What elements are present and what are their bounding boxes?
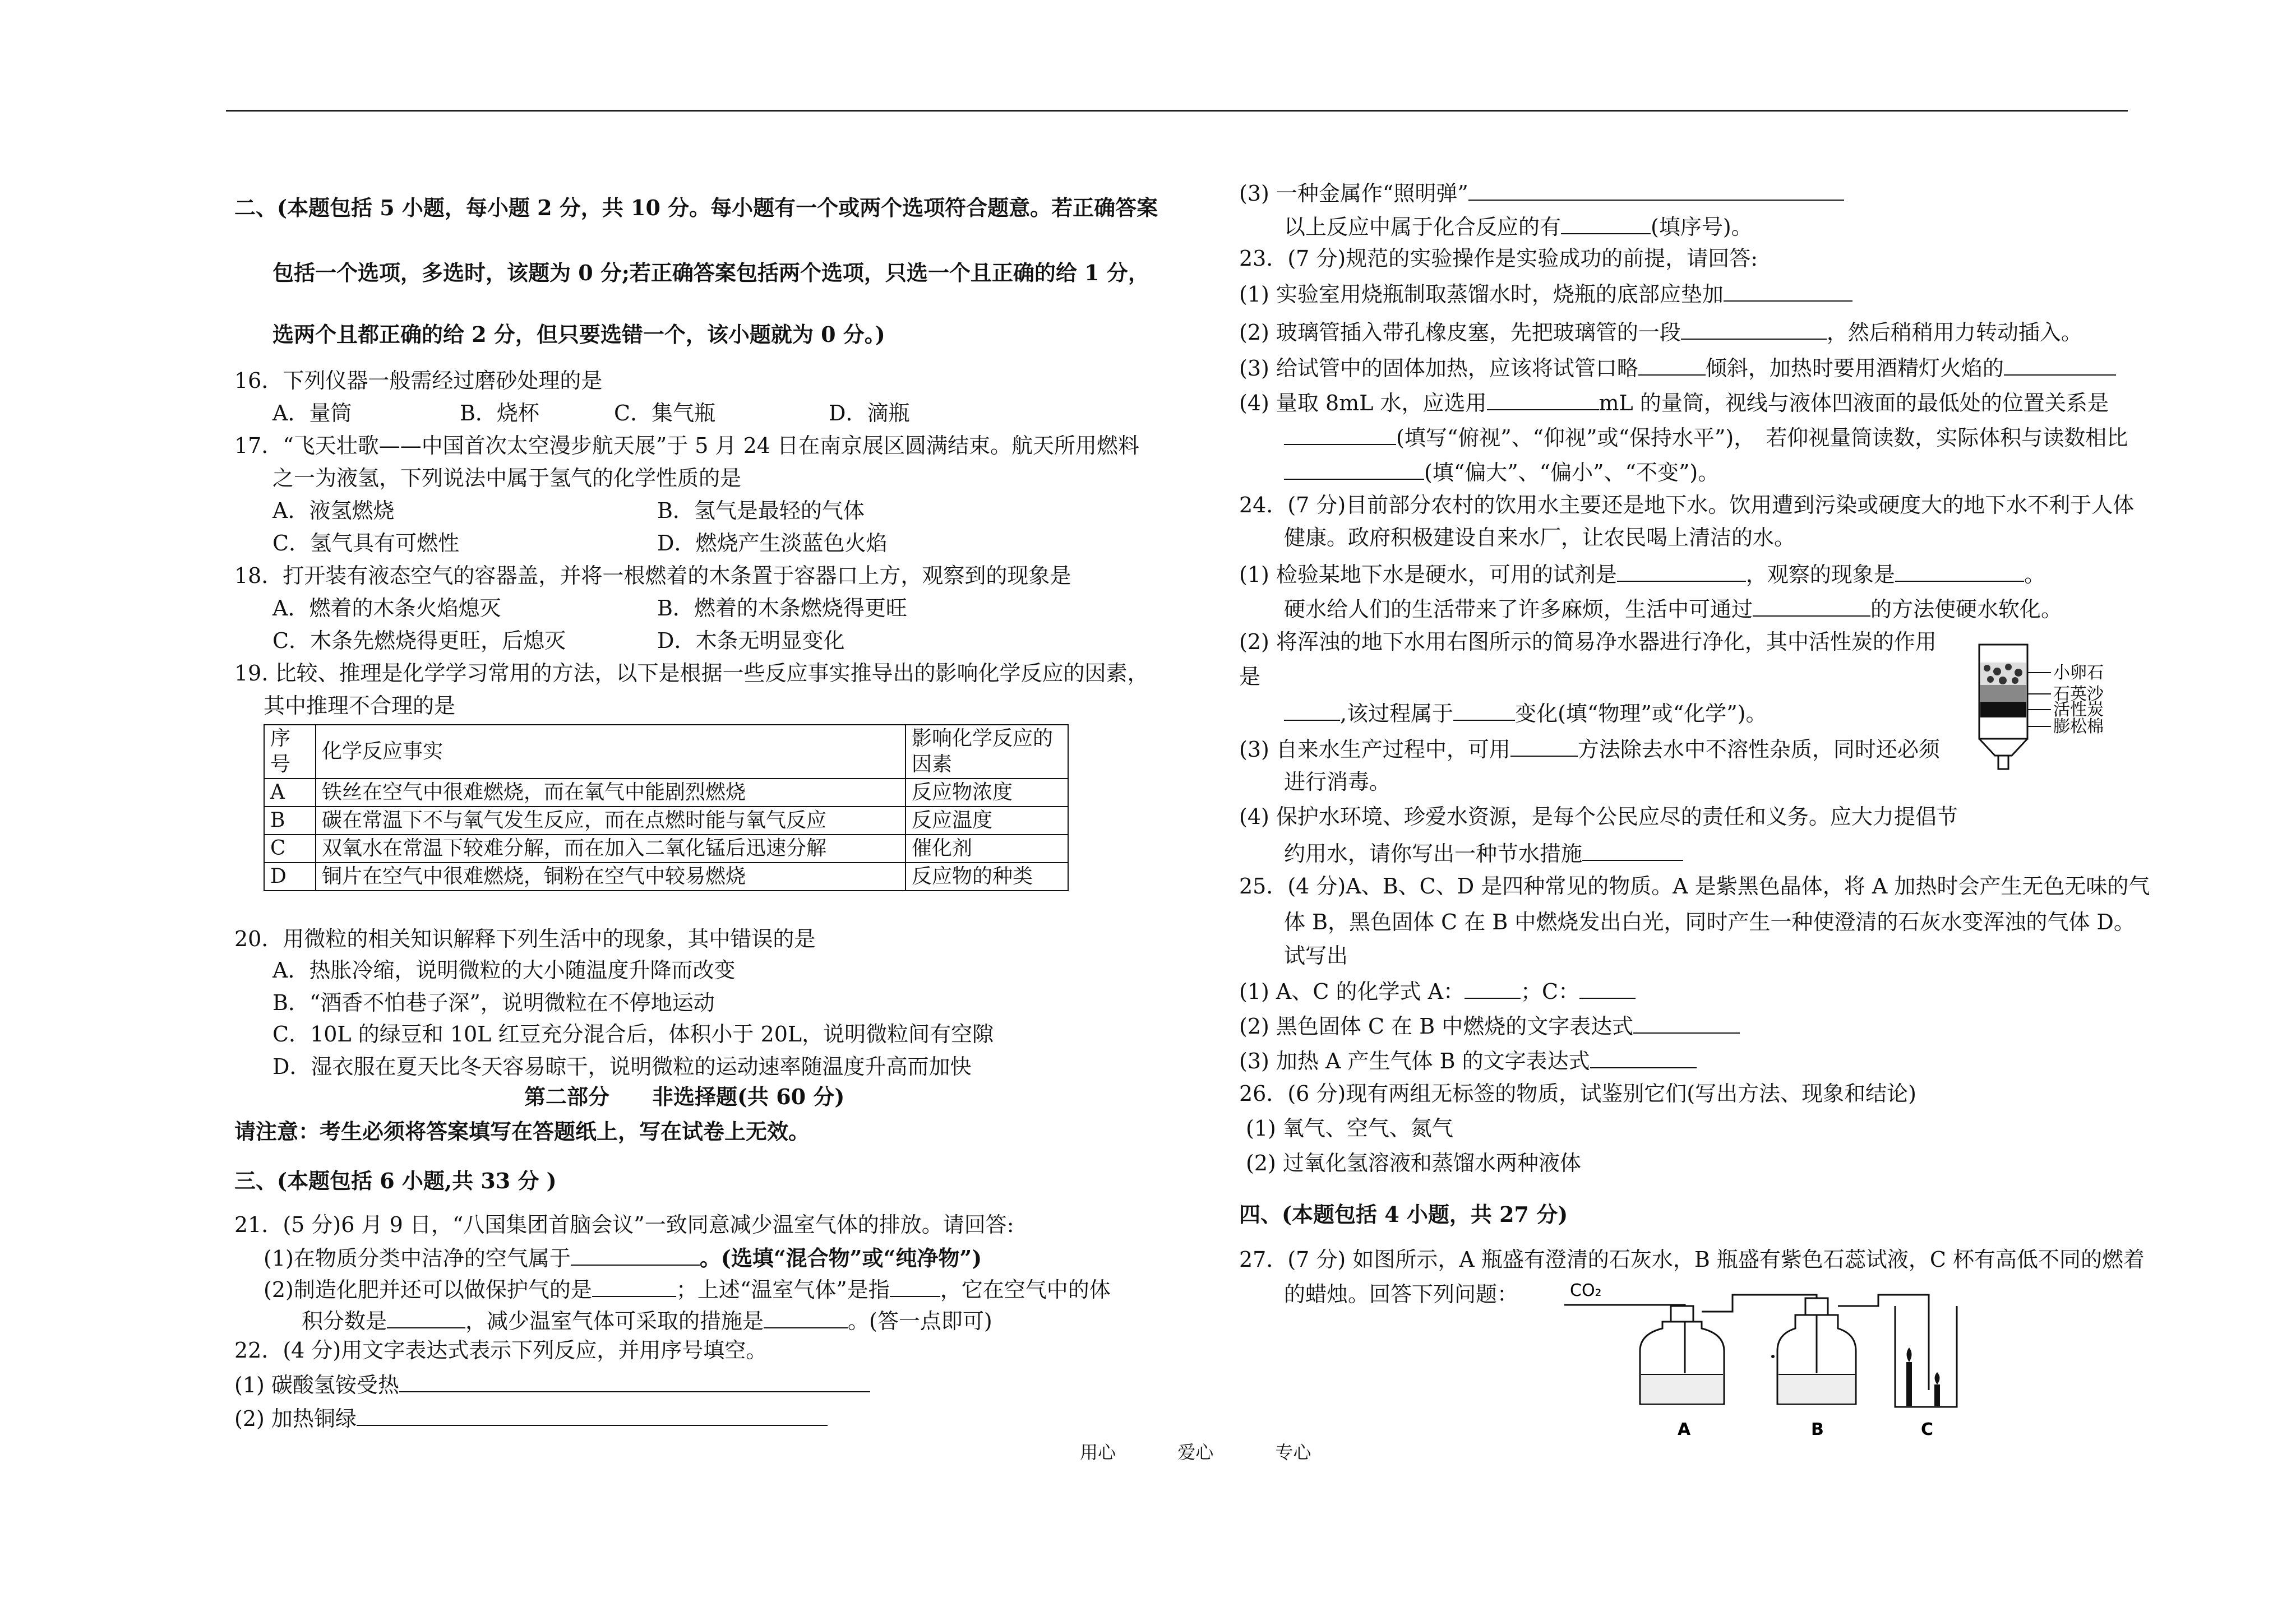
co2-label: CO₂	[1570, 1281, 1602, 1300]
q22-blank-1[interactable]	[399, 1372, 870, 1392]
q22-part2-text: (2) 加热铜绿	[234, 1406, 357, 1431]
q21-blank-2[interactable]	[592, 1277, 676, 1297]
q23-part1-text: (1) 实验室用烧瓶制取蒸馏水时，烧瓶的底部应垫加	[1239, 282, 1724, 307]
q24-part3	[1239, 737, 1940, 760]
q21-blank-1[interactable]	[571, 1245, 700, 1266]
q22-blank-2[interactable]	[357, 1406, 828, 1426]
q24-part2: (2) 将浑浊的地下水用右图所示的简易净水器进行净化，其中活性炭的作用	[1239, 629, 1937, 654]
q24-part1-line2	[1284, 596, 2062, 620]
q24-part4-line2	[1284, 841, 1683, 864]
question-20: 20．用微粒的相关知识解释下列生活中的现象，其中错误的是	[234, 927, 816, 951]
q24-part2-line3-text: ,该过程属于	[1340, 701, 1454, 726]
q22-part1	[234, 1372, 870, 1396]
question-25-line3: 试写出	[1284, 943, 1348, 968]
question-25-line1: 25．(4 分)A、B、C、D 是四种常见的物质。A 是紫黑色晶体，将 A 加热时会产生无色无味的气	[1239, 874, 2150, 899]
q18-option-c: C．木条先燃烧得更旺，后熄灭	[272, 628, 566, 653]
q24-part1-text: (1) 检验某地下水是硬水，可用的试剂是	[1239, 562, 1617, 587]
filter-funnel	[1979, 739, 2027, 756]
apparatus-figure	[1564, 1272, 1990, 1446]
q23-part3-text-b: 倾斜，加热时要用酒精灯火焰的	[1705, 356, 2004, 381]
q24-part1-text-b: ，观察的现象是	[1745, 562, 1895, 587]
q20-option-d: D．湿衣服在夏天比冬天容易晾干，说明微粒的运动速率随温度升高而加快	[272, 1054, 972, 1079]
q26-part1: (1) 氧气、空气、氮气	[1246, 1116, 1453, 1141]
header-seq-1: 序	[270, 727, 291, 750]
question-17-line1: 17．“飞天壮歌——中国首次太空漫步航天展”于 5 月 24 日在南京展区圆满结束。航天所用燃料	[234, 433, 1140, 458]
q16-option-d: D．滴瓶	[829, 401, 910, 425]
q24-part2-line2: 是	[1239, 664, 1261, 689]
q17-option-d: D．燃烧产生淡蓝色火焰	[657, 531, 888, 555]
row-factor: 催化剂	[906, 835, 1068, 863]
q23-part3	[1239, 355, 2116, 379]
q23-part2	[1239, 319, 2082, 343]
q24-part4-line2-text: 约用水，请你写出一种节水措施	[1284, 841, 1583, 866]
label-c: C	[1921, 1420, 1934, 1439]
q22-part2	[234, 1406, 828, 1429]
q17-option-a: A．液氢燃烧	[272, 498, 395, 523]
q24-part2-line3	[1284, 701, 1767, 724]
q24-part3-line2: 进行消毒。	[1284, 770, 1391, 794]
q24-blank-5[interactable]	[1453, 701, 1515, 721]
q23-blank-7[interactable]	[1284, 460, 1424, 480]
q24-blank-3[interactable]	[1753, 596, 1870, 617]
question-27-line2: 的蜡烛。回答下列问题：	[1284, 1282, 1519, 1307]
q17-option-c: C．氢气具有可燃性	[272, 531, 460, 555]
q20-option-a: A．热胀冷缩，说明微粒的大小随温度升降而改变	[272, 958, 736, 983]
question-16: 16．下列仪器一般需经过磨砂处理的是	[234, 368, 603, 393]
filter-label-cotton: 膨松棉	[2053, 717, 2104, 737]
filter-label-pebble: 小卵石	[2053, 663, 2104, 683]
q24-part1	[1239, 562, 2045, 585]
q21-part1-text: (1)在物质分类中洁净的空气属于	[264, 1246, 571, 1271]
row-factor: 反应温度	[906, 807, 1068, 835]
row-fact: 铜片在空气中很难燃烧，铜粉在空气中较易燃烧	[316, 863, 906, 891]
q21-part2-text-b: ；上述“温室气体”是指	[676, 1277, 890, 1302]
q24-part1-line2-text: 硬水给人们的生活带来了许多麻烦，生活中可通过	[1284, 597, 1753, 622]
q23-part4-text: (4) 量取 8mL 水，应选用	[1239, 391, 1487, 415]
section2-heading-line3: 选两个且都正确的给 2 分，但只要选错一个，该小题就为 0 分。)	[272, 322, 885, 347]
q23-blank-5[interactable]	[1487, 390, 1599, 410]
q23-part1	[1239, 281, 1852, 305]
row-seq: C	[264, 835, 316, 863]
q23-blank-6[interactable]	[1284, 425, 1396, 445]
section2-heading-line2: 包括一个选项，多选时，该题为 0 分;若正确答案包括两个选项，只选一个且正确的给 1 分，	[272, 260, 1149, 285]
q22-blank-4[interactable]	[1561, 214, 1651, 234]
q21-part3-text-b: ，减少温室气体可采取的措施是	[465, 1309, 764, 1333]
q24-blank-1[interactable]	[1617, 562, 1746, 582]
q24-blank-7[interactable]	[1582, 841, 1683, 861]
question-27-line1: 27．(7 分) 如图所示，A 瓶盛有澄清的石灰水，B 瓶盛有紫色石蕊试液，C 杯有高低不同的燃着	[1239, 1247, 2145, 1272]
row-fact: 铁丝在空气中很难燃烧，而在氧气中能剧烈燃烧	[316, 779, 906, 807]
pebble-layer	[1980, 663, 2026, 685]
cup-c	[1895, 1306, 1957, 1407]
q23-part4-text-b: mL 的量筒，视线与液体凹液面的最低处的位置关系是	[1599, 391, 2109, 415]
q26-part2: (2) 过氧化氢溶液和蒸馏水两种液体	[1246, 1151, 1581, 1175]
q24-blank-6[interactable]	[1510, 737, 1578, 757]
q25-part3-text: (3) 加热 A 产生气体 B 的文字表达式	[1239, 1049, 1590, 1073]
row-factor: 反应物浓度	[906, 779, 1068, 807]
q24-blank-2[interactable]	[1895, 562, 2024, 582]
footer-word-2: 爱心	[1177, 1442, 1214, 1463]
q18-option-b: B．燃着的木条燃烧得更旺	[657, 596, 907, 620]
q21-part3	[302, 1308, 992, 1332]
label-b: B	[1811, 1420, 1824, 1439]
filter-label-carbon: 活性炭	[2053, 700, 2104, 720]
q21-part1	[264, 1245, 982, 1269]
connector-ab	[1702, 1295, 1817, 1373]
filter-label-sand: 石英沙	[2053, 684, 2104, 704]
q21-part3-text-c: 。(答一点即可)	[848, 1309, 992, 1333]
table-row	[264, 863, 1068, 891]
q23-part3-text: (3) 给试管中的固体加热，应该将试管口略	[1239, 356, 1638, 381]
question-22: 22．(4 分)用文字表达式表示下列反应，并用序号填空。	[234, 1338, 768, 1363]
question-17-line2: 之一为液氢，下列说法中属于氢气的化学性质的是	[272, 466, 742, 490]
q21-part2	[264, 1277, 1111, 1300]
q25-blank-2[interactable]	[1579, 979, 1636, 999]
row-seq: D	[264, 863, 316, 891]
q23-part4-line3	[1284, 460, 1719, 483]
q22-part1-text: (1) 碳酸氢铵受热	[234, 1373, 399, 1397]
q21-blank-3[interactable]	[890, 1277, 940, 1297]
question-19-line1: 19. 比较、推理是化学学习常用的方法，以下是根据一些反应事实推导出的影响化学反应的因素，	[234, 661, 1149, 686]
filter-outlet	[1998, 756, 2008, 769]
water-filter-figure	[1962, 643, 2125, 789]
q22-summary-hint: (填序号)。	[1651, 215, 1753, 239]
q25-part1-text-b: ；C：	[1521, 979, 1580, 1004]
q23-part2-text: (2) 玻璃管插入带孔橡皮塞，先把玻璃管的一段	[1239, 320, 1681, 345]
q24-part2-line3-text-b: 变化(填“物理”或“化学”)。	[1515, 701, 1767, 726]
section3-heading: 三、(本题包括 6 小题,共 33 分 )	[234, 1168, 557, 1193]
row-seq: B	[264, 807, 316, 835]
q25-part1-text: (1) A、C 的化学式 A：	[1239, 979, 1465, 1004]
q23-blank-4[interactable]	[2004, 355, 2116, 376]
table-header-row	[264, 725, 1068, 779]
table-row	[264, 835, 1068, 863]
row-seq: A	[264, 779, 316, 807]
row-factor: 反应物的种类	[906, 863, 1068, 891]
footer-word-3: 专心	[1275, 1442, 1311, 1463]
q25-blank-4[interactable]	[1590, 1048, 1697, 1068]
q23-blank-1[interactable]	[1724, 281, 1852, 302]
q22-part3	[1239, 180, 1844, 204]
header-fact: 化学反应事实	[316, 725, 906, 779]
q24-part1-text-c: 。	[2024, 562, 2045, 587]
q17-option-b: B．氢气是最轻的气体	[657, 498, 865, 523]
q16-option-c: C．集气瓶	[614, 401, 716, 425]
q25-part2-text: (2) 黑色固体 C 在 B 中燃烧的文字表达式	[1239, 1014, 1634, 1039]
q23-part4-line2-text: (填写“俯视”、“仰视”或“保持水平”)， 若仰视量筒读数，实际体积与读数相比	[1396, 425, 2128, 450]
q22-summary-text: 以上反应中属于化合反应的有	[1284, 215, 1562, 239]
q21-blank-5[interactable]	[764, 1308, 848, 1328]
row-fact: 双氧水在常温下较难分解，而在加入二氧化锰后迅速分解	[316, 835, 906, 863]
q24-part3-text: (3) 自来水生产过程中，可用	[1239, 737, 1510, 762]
q23-part4-line3-text: (填“偏大”、“偏小”、“不变”)。	[1424, 460, 1720, 485]
q23-part2-text-b: ，然后稍稍用力转动插入。	[1826, 320, 2082, 345]
q18-option-a: A．燃着的木条火焰熄灭	[272, 596, 501, 620]
header-seq	[264, 725, 316, 779]
page-footer	[1080, 1443, 1345, 1461]
q21-part3-text: 积分数是	[302, 1309, 387, 1333]
question-25-line2: 体 B，黑色固体 C 在 B 中燃烧发出白光，同时产生一种使澄清的石灰水变浑浊的气体 D。	[1284, 910, 2135, 934]
q25-part1	[1239, 979, 1636, 1002]
table-row	[264, 807, 1068, 835]
answer-notice: 请注意：考生必须将答案填写在答题纸上，写在试卷上无效。	[234, 1119, 810, 1144]
q20-option-b: B．“酒香不怕巷子深”，说明微粒在不停地运动	[272, 990, 715, 1015]
q23-blank-3[interactable]	[1638, 355, 1706, 376]
q16-option-a: A．量筒	[272, 401, 352, 425]
dot-mark	[1771, 1355, 1775, 1358]
row-fact: 碳在常温下不与氧气发生反应，而在点燃时能与氧气反应	[316, 807, 906, 835]
q22-summary	[1284, 214, 1753, 238]
q25-part3	[1239, 1048, 1697, 1072]
carbon-layer	[1980, 702, 2026, 717]
q21-part2-text-c: ，它在空气中的体	[940, 1277, 1111, 1302]
q24-part4: (4) 保护水环境、珍爱水资源，是每个公民应尽的责任和义务。应大力提倡节	[1239, 804, 1958, 829]
q21-part2-text: (2)制造化肥并还可以做保护气的是	[264, 1277, 592, 1302]
q24-part3-text-b: 方法除去水中不溶性杂质，同时还必须	[1577, 737, 1940, 762]
footer-word-1: 用心	[1080, 1442, 1116, 1463]
section4-heading: 四、(本题包括 4 小题，共 27 分)	[1239, 1202, 1568, 1227]
bottle-a	[1640, 1306, 1724, 1404]
question-23: 23．(7 分)规范的实验操作是实验成功的前提，请回答:	[1239, 246, 1758, 271]
question-19-line2: 其中推理不合理的是	[264, 693, 456, 718]
q25-blank-3[interactable]	[1633, 1013, 1740, 1034]
header-seq-2: 号	[270, 753, 291, 776]
q23-blank-2[interactable]	[1681, 319, 1827, 340]
question-18: 18．打开装有液态空气的容器盖，并将一根燃着的木条置于容器口上方，观察到的现象是	[234, 563, 1071, 588]
header-factor	[906, 725, 1068, 779]
part-two-title: 第二部分 非选择题(共 60 分)	[524, 1084, 845, 1109]
q25-blank-1[interactable]	[1465, 979, 1521, 999]
table-row	[264, 779, 1068, 807]
header-factor-1: 影响化学反应的	[912, 727, 1054, 750]
q16-option-b: B．烧杯	[460, 401, 539, 425]
q25-part2	[1239, 1013, 1740, 1037]
q19-table	[264, 724, 1069, 891]
q18-option-d: D．木条无明显变化	[657, 628, 845, 653]
cotton-layer	[1980, 717, 2026, 738]
section2-heading-line1: 二、(本题包括 5 小题，每小题 2 分，共 10 分。每小题有一个或两个选项符合题意。若正确答案	[234, 195, 1158, 220]
question-24-line1: 24．(7 分)目前部分农村的饮用水主要还是地下水。饮用遭到污染或硬度大的地下水不利于人体	[1239, 493, 2135, 517]
q20-option-c: C．10L 的绿豆和 10L 红豆充分混合后，体积小于 20L，说明微粒间有空隙	[272, 1022, 994, 1046]
q21-part1-hint: 。(选填“混合物”或“纯净物”)	[699, 1245, 982, 1271]
q24-part1-line2-text-b: 的方法使硬水软化。	[1870, 597, 2063, 622]
q23-part4-line2	[1284, 425, 2128, 448]
sand-layer	[1980, 685, 2026, 702]
label-a: A	[1678, 1420, 1691, 1439]
question-21: 21．(5 分)6 月 9 日，“八国集团首脑会议”一致同意减少温室气体的排放。请回答:	[234, 1212, 1014, 1237]
header-rule	[226, 110, 2128, 112]
question-24-line2: 健康。政府积极建设自来水厂，让农民喝上清洁的水。	[1284, 525, 1796, 550]
q21-blank-4[interactable]	[387, 1308, 465, 1328]
q23-part4	[1239, 390, 2109, 414]
q22-blank-3[interactable]	[1468, 180, 1844, 201]
header-factor-2: 因素	[912, 753, 953, 776]
question-26: 26．(6 分)现有两组无标签的物质，试鉴别它们(写出方法、现象和结论)	[1239, 1081, 1916, 1106]
q22-part3-text: (3) 一种金属作“照明弹”	[1239, 181, 1468, 206]
q24-blank-4[interactable]	[1284, 701, 1340, 721]
